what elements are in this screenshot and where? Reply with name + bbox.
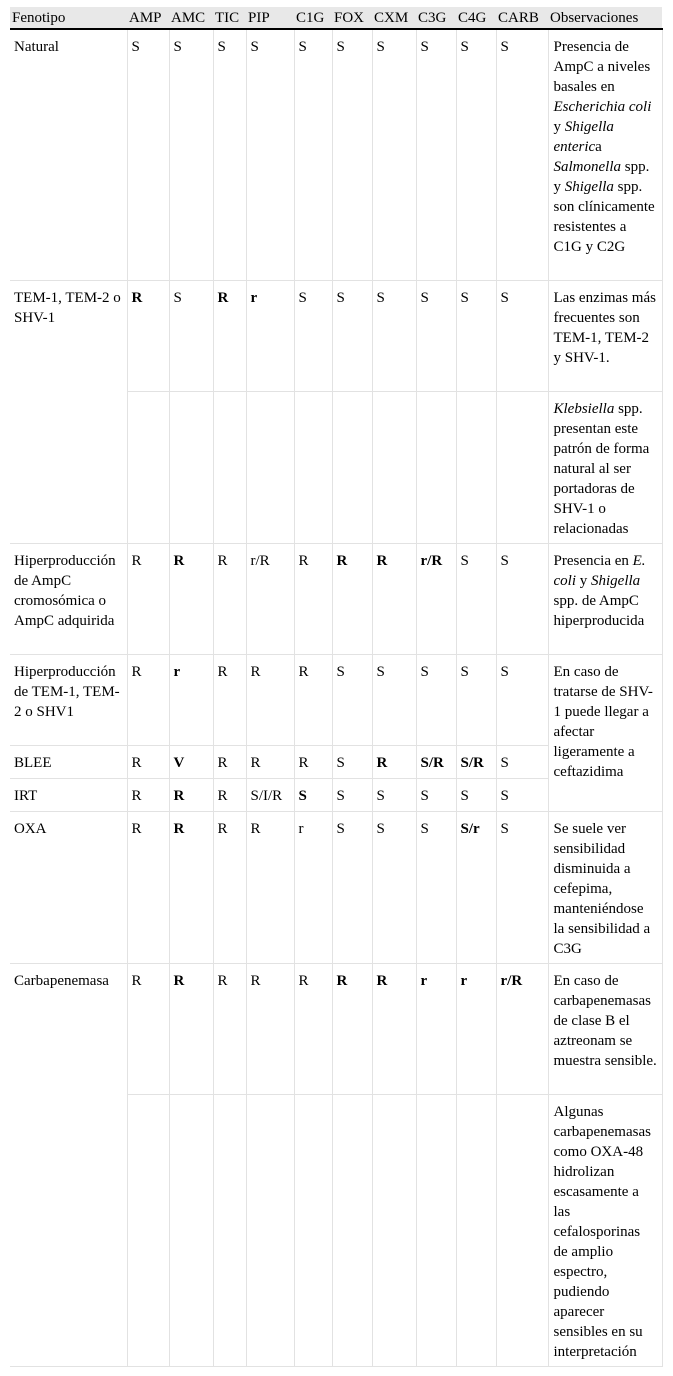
- value-cell: S/R: [456, 745, 496, 778]
- table-row-carbapenemasa: [10, 963, 662, 1094]
- value-cell: R: [213, 778, 246, 811]
- resistance-phenotype-table: [10, 7, 663, 1367]
- table-row-ampc: [10, 543, 662, 654]
- observation-cell: Algunas carbapenemasas como OXA-48 hidrolizan escasamente a las cefalosporinas de amplio espectro, pudiendo aparecer sensibles en su interpretación: [548, 1094, 662, 1366]
- value-cell: S: [332, 778, 372, 811]
- header-c3g: C3G: [416, 7, 456, 29]
- value-cell: r: [246, 280, 294, 391]
- table-row-natural: [10, 29, 662, 280]
- value-cell: S: [294, 778, 332, 811]
- value-cell: R: [213, 654, 246, 745]
- value-cell: S: [416, 29, 456, 280]
- value-cell: R: [127, 745, 169, 778]
- value-cell: S: [332, 280, 372, 391]
- header-amp: AMP: [127, 7, 169, 29]
- value-cell: S: [169, 29, 213, 280]
- value-cell: S: [496, 778, 548, 811]
- header-tic: TIC: [213, 7, 246, 29]
- value-cell: R: [294, 745, 332, 778]
- value-cell: r: [294, 811, 332, 963]
- observation-cell: Presencia de AmpC a niveles basales en Escherichia coli y Shigella enterica Salmonella spp. y Shigella spp. son clínicamente resistentes a C1G y C2G: [548, 29, 662, 280]
- value-cell: S: [332, 654, 372, 745]
- value-cell: R: [127, 654, 169, 745]
- value-cell: R: [332, 963, 372, 1094]
- value-cell: R: [246, 811, 294, 963]
- value-cell: S/R: [416, 745, 456, 778]
- value-cell: R: [294, 654, 332, 745]
- value-cell: R: [127, 543, 169, 654]
- value-cell: R: [246, 963, 294, 1094]
- header-observaciones: Observaciones: [548, 7, 662, 29]
- header-fenotipo: Fenotipo: [10, 7, 127, 29]
- value-cell: S: [416, 778, 456, 811]
- value-cell: R: [213, 543, 246, 654]
- value-cell: V: [169, 745, 213, 778]
- value-cell: r: [169, 654, 213, 745]
- value-cell: S: [496, 811, 548, 963]
- observation-cell: En caso de tratarse de SHV-1 puede llegar a afectar ligeramente a ceftazidima: [548, 654, 662, 811]
- table-row-hiper-tem: [10, 654, 662, 745]
- value-cell: S/I/R: [246, 778, 294, 811]
- value-cell: R: [372, 963, 416, 1094]
- phenotype-cell: BLEE: [10, 745, 127, 778]
- phenotype-cell: Hiperproducción de AmpC cromosómica o AmpC adquirida: [10, 543, 127, 654]
- observation-cell: Presencia en E. coli y Shigella spp. de AmpC hiperproducida: [548, 543, 662, 654]
- value-cell: R: [169, 963, 213, 1094]
- phenotype-cell: OXA: [10, 811, 127, 963]
- value-cell: R: [246, 654, 294, 745]
- header-cxm: CXM: [372, 7, 416, 29]
- header-c1g: C1G: [294, 7, 332, 29]
- phenotype-cell: TEM-1, TEM-2 o SHV-1: [10, 280, 127, 543]
- value-cell: S: [372, 654, 416, 745]
- phenotype-cell: Hiperproducción de TEM-1, TEM-2 o SHV1: [10, 654, 127, 745]
- value-cell: S: [372, 811, 416, 963]
- phenotype-cell: IRT: [10, 778, 127, 811]
- table-row-tem: [10, 280, 662, 391]
- observation-cell: Se suele ver sensibilidad disminuida a cefepima, manteniéndose la sensibilidad a C3G: [548, 811, 662, 963]
- value-cell: S: [416, 280, 456, 391]
- value-cell: S: [416, 811, 456, 963]
- value-cell: R: [213, 963, 246, 1094]
- value-cell: r/R: [496, 963, 548, 1094]
- header-pip: PIP: [246, 7, 294, 29]
- header-c4g: C4G: [456, 7, 496, 29]
- value-cell: S: [496, 654, 548, 745]
- header-row: [10, 7, 662, 29]
- value-cell: R: [294, 963, 332, 1094]
- value-cell: S: [456, 280, 496, 391]
- value-cell: R: [332, 543, 372, 654]
- value-cell: R: [127, 280, 169, 391]
- value-cell: R: [213, 280, 246, 391]
- value-cell: S: [496, 745, 548, 778]
- value-cell: R: [169, 778, 213, 811]
- value-cell: S: [416, 654, 456, 745]
- value-cell: S: [456, 29, 496, 280]
- value-cell: S: [332, 811, 372, 963]
- value-cell: S: [372, 778, 416, 811]
- value-cell: S: [294, 280, 332, 391]
- table-row-oxa: [10, 811, 662, 963]
- observation-cell: Las enzimas más frecuentes son TEM-1, TEM-2 y SHV-1.: [548, 280, 662, 391]
- value-cell: S: [332, 745, 372, 778]
- value-cell: S: [496, 280, 548, 391]
- value-cell: R: [213, 811, 246, 963]
- value-cell: R: [169, 543, 213, 654]
- value-cell: R: [127, 778, 169, 811]
- header-carb: CARB: [496, 7, 548, 29]
- value-cell: S: [372, 280, 416, 391]
- value-cell: R: [213, 745, 246, 778]
- header-fox: FOX: [332, 7, 372, 29]
- value-cell: S: [127, 29, 169, 280]
- value-cell: S: [456, 778, 496, 811]
- value-cell: S: [246, 29, 294, 280]
- value-cell: S: [496, 29, 548, 280]
- value-cell: S: [456, 543, 496, 654]
- value-cell: S: [456, 654, 496, 745]
- value-cell: R: [127, 811, 169, 963]
- observation-cell: Klebsiella spp. presentan este patrón de forma natural al ser portadoras de SHV-1 o relacionadas: [548, 391, 662, 543]
- value-cell: S: [213, 29, 246, 280]
- value-cell: S/r: [456, 811, 496, 963]
- value-cell: S: [169, 280, 213, 391]
- value-cell: S: [332, 29, 372, 280]
- header-amc: AMC: [169, 7, 213, 29]
- value-cell: R: [246, 745, 294, 778]
- value-cell: S: [294, 29, 332, 280]
- value-cell: R: [127, 963, 169, 1094]
- value-cell: r: [416, 963, 456, 1094]
- value-cell: r/R: [416, 543, 456, 654]
- value-cell: S: [372, 29, 416, 280]
- value-cell: R: [294, 543, 332, 654]
- value-cell: r: [456, 963, 496, 1094]
- value-cell: r/R: [246, 543, 294, 654]
- value-cell: R: [372, 745, 416, 778]
- phenotype-cell: Carbapenemasa: [10, 963, 127, 1366]
- observation-cell: En caso de carbapenemasas de clase B el aztreonam se muestra sensible.: [548, 963, 662, 1094]
- value-cell: R: [372, 543, 416, 654]
- phenotype-cell: Natural: [10, 29, 127, 280]
- value-cell: R: [169, 811, 213, 963]
- value-cell: S: [496, 543, 548, 654]
